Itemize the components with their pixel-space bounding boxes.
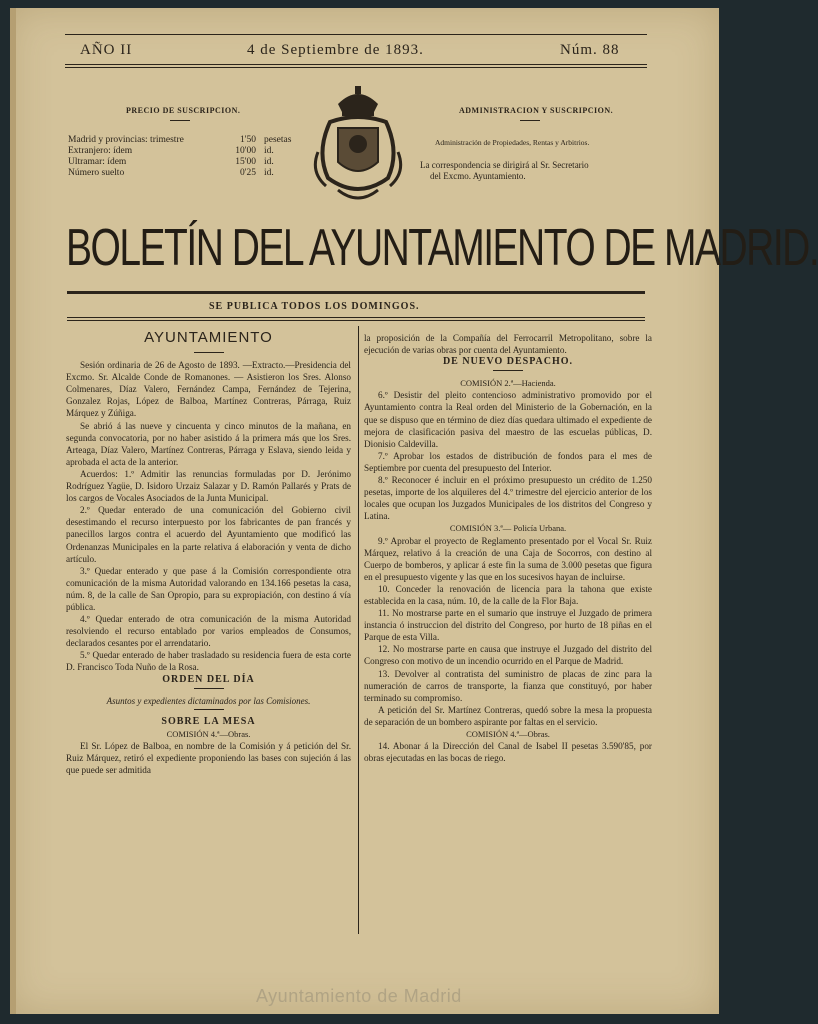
paragraph: 5.º Quedar enterado de haber trasladado su residencia fuera de esta corte D. Francisco Toda Nuño de la Rosa.: [66, 650, 351, 673]
correspondence-line: del Excmo. Ayuntamiento.: [430, 171, 526, 181]
year-label: AÑO II: [80, 42, 133, 58]
page-spine: [10, 8, 16, 1014]
price-row: Extranjero: ídem 10'00 id.: [68, 146, 274, 156]
watermark: Ayuntamiento de Madrid: [256, 986, 462, 1006]
section-dash: [194, 709, 224, 710]
comision-heading: COMISIÓN 4.ª—Obras.: [466, 729, 550, 739]
price-row: Ultramar: ídem 15'00 id.: [68, 157, 274, 167]
price-row: Madrid y provincias: trimestre 1'50 pesetas: [68, 135, 292, 145]
comision-heading: COMISIÓN 4.ª—Obras.: [166, 728, 251, 739]
section-dash: [194, 352, 224, 353]
paragraph: 3.º Quedar enterado y que pase á la Comisión correspondiente otra comunicación de la misma Autoridad valorando en 134.166 pesetas la casa, núm. 8, de la calle de San Opropio, para su expropiación, con destino á vía pública.: [66, 565, 351, 612]
paragraph: 2.º Quedar enterado de una comunicación del Gobierno civil desestimando el recurso interpuesto por los fabricantes de pan francés y panecillos largos contra el acuerdo del Ayuntamiento que modificó las Ordenanzas Municipales en la parte relativa á elaboración y venta de dicho artículo.: [66, 505, 351, 564]
paragraph: la proposición de la Compañía del Ferrocarril Metropolitano, sobre la ejecución de varias obras por cuenta del Ayuntamiento.: [364, 333, 652, 356]
asuntos-heading: Asuntos y expedientes dictaminados por las Comisiones.: [106, 695, 311, 706]
left-column: [66, 328, 351, 940]
paragraph: 10. Conceder la renovación de licencia para la tahona que existe establecida en la casa, núm. 10, de la calle de la Flor Baja.: [364, 583, 652, 606]
subtitle-rule: [67, 317, 645, 318]
paragraph: El Sr. López de Balboa, en nombre de la Comisión y á petición del Sr. Ruiz Márquez, retiró el expediente proponiendo las bases con sujeción á las que puede ser admitida: [66, 740, 351, 776]
paragraph: 6.º Desistir del pleito contencioso administrativo promovido por el Ayuntamiento contra la Real orden del Ministerio de la Gobernación, en la que se dispuso que en término de diez días quedara ultimado el expediente de mejora de clasificación pasiva del maestro de las escuelas públicas, D. Dionisio Caldevilla.: [364, 390, 652, 449]
subtitle-rule-2: [67, 320, 645, 321]
paragraph: Sesión ordinaria de 26 de Agosto de 1893. —Extracto.—Presidencia del Excmo. Sr. Alcalde Conde de Romanones. — Asistieron los Sres. Alonso Colmenares, Díaz Valero, Fernández Campa, Fernández de Tejerina, Gonzalez Rojas, López de Balboa, Martínez Contreras, Párraga, Ruiz Márquez y Zúñiga.: [66, 360, 351, 419]
nuevo-heading: DE NUEVO DESPACHO.: [442, 356, 574, 368]
section-title: AYUNTAMIENTO: [144, 329, 273, 346]
admin-dash: [520, 120, 540, 121]
coat-of-arms-icon: [308, 82, 408, 208]
masthead-title: BOLETÍN DEL AYUNTAMIENTO DE MADRID.: [66, 219, 818, 277]
top-rule: [65, 34, 647, 35]
issue-number: Núm. 88: [560, 42, 620, 58]
paragraph: 14. Abonar á la Dirección del Canal de Isabel II pesetas 3.590'85, por obras ejecutadas en las bocas de riego.: [364, 741, 652, 764]
correspondence-note: [420, 160, 660, 182]
admin-heading: ADMINISTRACION Y SUSCRIPCION.: [459, 106, 614, 115]
subscription-dash: [170, 120, 190, 121]
paragraph: 11. No mostrarse parte en el sumario que instruye el Juzgado de primera instancia ó instruccion del distrito del Congreso, por hurto de 18 piñas en el Parque de esta Villa.: [364, 608, 652, 643]
subscription-heading: PRECIO DE SUSCRIPCION.: [126, 106, 241, 115]
title-rule: [67, 291, 645, 294]
comision-heading: COMISIÓN 3.ª— Policía Urbana.: [449, 523, 567, 534]
paragraph: A petición del Sr. Martínez Contreras, quedó sobre la mesa la propuesta de separación de un bombero aspirante por faltas en el servicio.: [364, 704, 652, 727]
header-rule: [65, 64, 647, 65]
section-dash: [194, 688, 224, 689]
issue-date: 4 de Septiembre de 1893.: [247, 42, 424, 58]
price-row: Número suelto 0'25 id.: [68, 168, 274, 178]
paragraph: 13. Devolver al contratista del suministro de placas de zinc para la numeración de carros de transporte, la fianza que constituyó, por haber terminado su compromiso.: [364, 668, 652, 703]
paragraph: Se abrió á las nueve y cincuenta y cinco minutos de la mañana, en segunda convocatoria, por no haber asistido á la primera más que los Sres. Arteaga, Díaz Valero, Martínez Contreras, Párraga y Eslava, siendo leida y aprobada el acta de la anterior.: [66, 420, 351, 467]
paragraph: 9.º Aprobar el proyecto de Reglamento presentado por el Vocal Sr. Ruiz Márquez, relativo á la creación de una Caja de Socorros, con destino al Cuerpo de bomberos, y aplicar á este fin la suma de 3.000 pesetas que figura en el presupuesto vigente y las que en los sucesivos hayan de incluirse.: [364, 535, 652, 582]
newspaper-page: [10, 8, 818, 1014]
header-rule-2: [65, 67, 647, 68]
paragraph: 12. No mostrarse parte en causa que instruye el Juzgado del distrito del Congreso con motivo de un incendio ocurrido en el Parque de Madrid.: [364, 644, 652, 667]
comision-heading: COMISIÓN 2.ª—Hacienda.: [460, 378, 556, 389]
correspondence-line: La correspondencia se dirigirá al Sr. Secretario: [420, 160, 589, 170]
orden-heading: ORDEN DEL DÍA: [162, 673, 255, 685]
sobre-heading: SOBRE LA MESA: [161, 715, 256, 727]
paragraph: Acuerdos: 1.º Admitir las renuncias formuladas por D. Jerónimo Rodríguez Yagüe, D. Isidoro Urzaiz Salazar y D. Ramón Pallarés y Prats de los cargos de Vocales Asociados de la Junta Municipal.: [66, 468, 351, 504]
column-divider: [358, 326, 359, 934]
section-dash: [493, 370, 523, 371]
paragraph: 7.º Aprobar los estados de distribución de fondos para el mes de Septiembre por cuenta del presupuesto del Interior.: [364, 450, 652, 473]
admin-subheading: Administración de Propiedades, Rentas y Arbitrios.: [435, 138, 590, 147]
paragraph: 8.º Reconocer é incluir en el próximo presupuesto un crédito de 1.250 pesetas, importe de los alquileres del 4.º trimestre del ejercicio anterior de los locales que ocupan los Juzgados Municipales de los distritos del Congreso y Latina.: [364, 475, 652, 522]
publication-subtitle: SE PUBLICA TODOS LOS DOMINGOS.: [209, 301, 420, 312]
subscription-prices: [68, 135, 303, 179]
right-column: [364, 332, 652, 940]
paragraph: 4.º Quedar enterado de otra comunicación de la misma Autoridad resolviendo el recurso entablado por varios empleados de Consumos, declarados cesantes por el arrendatario.: [66, 614, 351, 649]
